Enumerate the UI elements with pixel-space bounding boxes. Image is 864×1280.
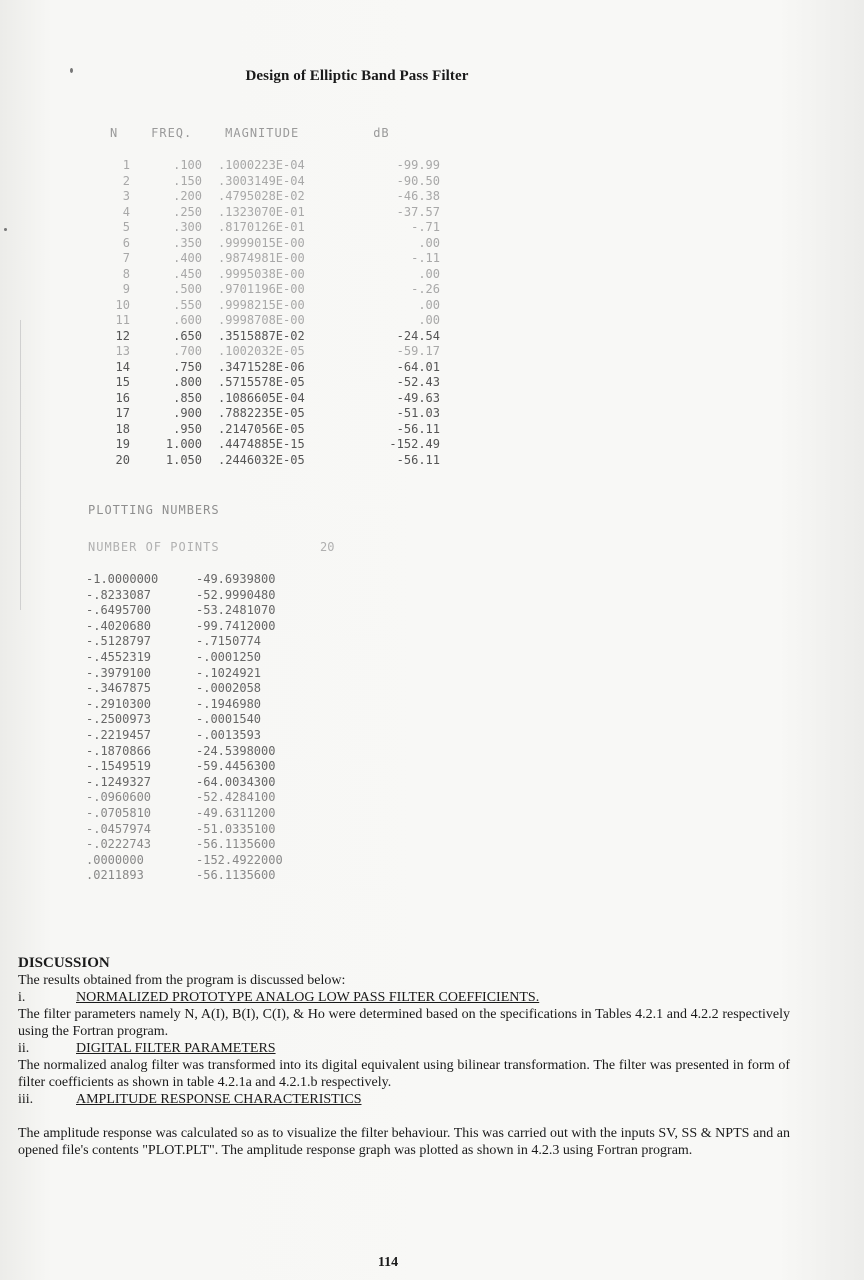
plot-value-x: -.0960600 xyxy=(86,790,152,805)
table-cell-n: 7 xyxy=(122,251,130,265)
section-title: NORMALIZED PROTOTYPE ANALOG LOW PASS FILTER COEFFICIENTS. xyxy=(76,990,540,1005)
plot-row xyxy=(86,603,326,618)
table-row xyxy=(90,205,450,220)
table-cell-d: -90.50 xyxy=(396,173,440,188)
plot-row xyxy=(86,744,326,759)
number-of-points-label: NUMBER OF POINTS xyxy=(88,540,220,554)
table-cell-m: .2147056E-05 xyxy=(218,421,305,436)
table-cell-d: -.11 xyxy=(411,251,440,265)
plot-row xyxy=(86,650,326,665)
table-cell-d: -152.49 xyxy=(389,437,440,451)
table-cell-n: 3 xyxy=(122,189,130,203)
table-cell-d: .00 xyxy=(418,266,440,281)
table-cell-n: 14 xyxy=(115,359,130,374)
plot-row xyxy=(86,822,326,837)
table-cell-n: 15 xyxy=(115,375,130,389)
table-cell-f: .800 xyxy=(173,375,202,389)
table-row xyxy=(90,189,450,204)
plot-value-x: -.2219457 xyxy=(86,728,152,742)
plot-value-x: -1.0000000 xyxy=(86,572,159,586)
plot-row xyxy=(86,806,326,821)
table-cell-f: .900 xyxy=(173,406,202,420)
table-cell-n: 9 xyxy=(122,282,130,296)
plot-value-x: -.3467875 xyxy=(86,681,152,696)
plot-value-x: -.0222743 xyxy=(86,837,152,852)
table-cell-m: .3003149E-04 xyxy=(218,173,305,188)
plot-value-y: -56.1135600 xyxy=(196,868,276,883)
section-heading xyxy=(18,989,790,1006)
plot-value-y: -.1946980 xyxy=(196,696,262,711)
plot-row xyxy=(86,619,326,634)
plot-value-y: -52.9990480 xyxy=(196,587,276,602)
discussion-section xyxy=(18,955,790,1159)
page-number: 114 xyxy=(377,1255,399,1270)
table-cell-n: 2 xyxy=(122,173,130,188)
table-cell-n: 10 xyxy=(115,297,130,312)
section-number: ii. xyxy=(18,1041,30,1056)
table-cell-d: -.26 xyxy=(411,282,440,296)
plot-value-x: -.4552319 xyxy=(86,650,152,664)
table-cell-f: .100 xyxy=(173,158,202,172)
plot-value-y: -.1024921 xyxy=(196,665,262,680)
table-row xyxy=(90,158,450,173)
table-cell-d: -37.57 xyxy=(396,204,440,219)
table-cell-f: .550 xyxy=(173,297,202,312)
table-cell-f: .950 xyxy=(173,421,202,436)
table-cell-n: 18 xyxy=(115,421,130,436)
table-cell-n: 8 xyxy=(122,266,130,281)
table-cell-n: 12 xyxy=(115,328,130,343)
plot-value-y: -59.4456300 xyxy=(196,759,276,774)
table-cell-m: .9874981E-00 xyxy=(218,251,305,265)
plot-value-x: .0211893 xyxy=(86,868,144,883)
plot-row xyxy=(86,712,326,727)
plot-value-x: -.6495700 xyxy=(86,603,152,618)
plot-value-y: -.7150774 xyxy=(196,634,262,649)
table-cell-f: .400 xyxy=(173,251,202,265)
table-cell-m: .3471528E-06 xyxy=(218,359,305,374)
table-row xyxy=(90,220,450,235)
table-row xyxy=(90,236,450,251)
table-cell-f: .850 xyxy=(173,390,202,405)
table-cell-m: .9701196E-00 xyxy=(218,282,305,296)
table-cell-f: .450 xyxy=(173,266,202,281)
table-row xyxy=(90,174,450,189)
plot-value-y: -.0013593 xyxy=(196,728,262,742)
table-cell-n: 11 xyxy=(115,313,130,327)
table-row xyxy=(90,344,450,359)
plot-row xyxy=(86,728,326,743)
section-paragraph: The filter parameters namely N, A(I), B(I), C(I), & Ho were determined based on the specifications in Tables 4.2.1 and 4.2.2 respectively using the Fortran program. xyxy=(18,1007,790,1039)
table-cell-f: .200 xyxy=(173,189,202,203)
table-cell-n: 6 xyxy=(122,235,130,250)
section-number: iii. xyxy=(18,1092,34,1107)
plot-row xyxy=(86,759,326,774)
plot-row xyxy=(86,681,326,696)
table-cell-m: .1323070E-01 xyxy=(218,204,305,219)
table-cell-d: -56.11 xyxy=(396,452,440,467)
plot-value-x: -.1870866 xyxy=(86,743,152,758)
plot-value-y: -49.6311200 xyxy=(196,806,276,820)
table-row xyxy=(90,406,450,421)
table-row xyxy=(90,375,450,390)
table-row xyxy=(90,329,450,344)
plot-row xyxy=(86,853,326,868)
table-cell-d: -46.38 xyxy=(396,189,440,203)
plot-value-y: -64.0034300 xyxy=(196,774,276,789)
table-cell-d: -52.43 xyxy=(396,375,440,389)
plot-value-x: -.5128797 xyxy=(86,634,152,649)
table-cell-m: .4795028E-02 xyxy=(218,189,305,203)
table-cell-f: 1.000 xyxy=(165,437,202,451)
plot-value-y: -.0002058 xyxy=(196,681,262,696)
table-header: N FREQ. MAGNITUDE dB xyxy=(110,126,390,140)
table-cell-d: .00 xyxy=(418,235,440,250)
table-row xyxy=(90,360,450,375)
plot-value-y: -52.4284100 xyxy=(196,790,276,805)
table-cell-d: -49.63 xyxy=(396,390,440,405)
table-cell-f: .650 xyxy=(173,328,202,343)
table-cell-m: .5715578E-05 xyxy=(218,375,305,389)
table-cell-d: -99.99 xyxy=(396,158,440,172)
plot-row xyxy=(86,666,326,681)
table-row xyxy=(90,282,450,297)
plot-value-y: -.0001250 xyxy=(196,650,262,664)
table-cell-f: .150 xyxy=(173,173,202,188)
table-cell-f: .350 xyxy=(173,235,202,250)
discussion-heading: DISCUSSION xyxy=(18,955,110,971)
table-row xyxy=(90,437,450,452)
table-cell-m: .9998215E-00 xyxy=(218,297,305,312)
section-title: DIGITAL FILTER PARAMETERS xyxy=(76,1041,276,1056)
table-cell-d: .00 xyxy=(418,313,440,327)
table-cell-m: .1000223E-04 xyxy=(218,158,305,172)
table-cell-m: .7882235E-05 xyxy=(218,406,305,420)
table-row xyxy=(90,453,450,468)
table-cell-m: .8170126E-01 xyxy=(218,220,305,234)
plot-value-y: -51.0335100 xyxy=(196,821,276,836)
table-cell-d: -.71 xyxy=(411,220,440,234)
table-cell-d: -56.11 xyxy=(396,421,440,436)
table-cell-d: -64.01 xyxy=(396,359,440,374)
plot-value-y: -53.2481070 xyxy=(196,603,276,618)
section-title: AMPLITUDE RESPONSE CHARACTERISTICS xyxy=(76,1092,362,1107)
section-paragraph: The normalized analog filter was transformed into its digital equivalent using bilinear transformation. The filter was presented in form of filter coefficients as shown in table 4.2.1a and 4.2.1.b respectively. xyxy=(18,1058,790,1090)
table-row xyxy=(90,298,450,313)
table-cell-n: 4 xyxy=(122,204,130,219)
section-number: i. xyxy=(18,990,26,1005)
table-cell-n: 19 xyxy=(115,437,130,451)
table-cell-d: -51.03 xyxy=(396,406,440,420)
table-cell-d: -24.54 xyxy=(396,328,440,343)
section-heading xyxy=(18,1040,790,1057)
plot-value-x: -.2910300 xyxy=(86,696,152,711)
plot-value-x: .0000000 xyxy=(86,852,144,867)
plot-value-x: -.0457974 xyxy=(86,821,152,836)
table-cell-m: .9998708E-00 xyxy=(218,313,305,327)
table-cell-m: .9999015E-00 xyxy=(218,235,305,250)
table-row xyxy=(90,422,450,437)
table-cell-d: .00 xyxy=(418,297,440,312)
section-heading xyxy=(18,1091,790,1108)
plot-row xyxy=(86,697,326,712)
plot-row xyxy=(86,634,326,649)
plot-value-x: -.3979100 xyxy=(86,665,152,680)
table-cell-f: .700 xyxy=(173,344,202,358)
plot-value-y: -56.1135600 xyxy=(196,837,276,852)
table-cell-m: .1086605E-04 xyxy=(218,390,305,405)
table-cell-f: .300 xyxy=(173,220,202,234)
plot-value-y: -24.5398000 xyxy=(196,743,276,758)
table-cell-f: .250 xyxy=(173,204,202,219)
table-row xyxy=(90,391,450,406)
plot-row xyxy=(86,572,326,587)
table-cell-m: .9995038E-00 xyxy=(218,266,305,281)
table-cell-m: .3515887E-02 xyxy=(218,328,305,343)
plot-row xyxy=(86,790,326,805)
number-of-points-value: 20 xyxy=(320,540,335,554)
plot-value-x: -.2500973 xyxy=(86,712,152,727)
page-title: Design of Elliptic Band Pass Filter xyxy=(245,68,469,84)
table-cell-f: .600 xyxy=(173,313,202,327)
plot-value-x: -.4020680 xyxy=(86,618,152,633)
plot-value-x: -.0705810 xyxy=(86,806,152,820)
plot-row xyxy=(86,868,326,883)
plot-value-y: -49.6939800 xyxy=(196,572,276,586)
plotting-title: PLOTTING NUMBERS xyxy=(88,503,220,517)
section-paragraph: The amplitude response was calculated so as to visualize the filter behaviour. This was carried out with the inputs SV, SS & NPTS and an opened file's contents "PLOT.PLT". The amplitude response graph was plotted as shown in 4.2.3 using Fortran program. xyxy=(18,1126,790,1158)
plot-row xyxy=(86,588,326,603)
table-cell-n: 13 xyxy=(115,344,130,358)
table-cell-m: .4474885E-15 xyxy=(218,437,305,451)
table-cell-f: 1.050 xyxy=(165,452,202,467)
table-cell-n: 17 xyxy=(115,406,130,420)
speck-mark xyxy=(4,228,7,231)
table-cell-m: .1002032E-05 xyxy=(218,344,305,358)
table-cell-n: 5 xyxy=(122,220,130,234)
plot-value-x: -.1549519 xyxy=(86,759,152,774)
plot-value-x: -.1249327 xyxy=(86,774,152,789)
table-cell-f: .750 xyxy=(173,359,202,374)
margin-line xyxy=(20,320,21,610)
table-cell-d: -59.17 xyxy=(396,344,440,358)
plot-value-y: -152.4922000 xyxy=(196,852,283,867)
table-cell-n: 16 xyxy=(115,390,130,405)
discussion-intro: The results obtained from the program is discussed below: xyxy=(18,973,346,988)
table-cell-n: 20 xyxy=(115,452,130,467)
table-cell-f: .500 xyxy=(173,282,202,296)
table-row xyxy=(90,313,450,328)
table-row xyxy=(90,251,450,266)
plot-value-x: -.8233087 xyxy=(86,587,152,602)
plot-row xyxy=(86,837,326,852)
table-cell-n: 1 xyxy=(122,158,130,172)
plot-row xyxy=(86,775,326,790)
table-cell-m: .2446032E-05 xyxy=(218,452,305,467)
plot-value-y: -99.7412000 xyxy=(196,618,276,633)
table-row xyxy=(90,267,450,282)
plot-value-y: -.0001540 xyxy=(196,712,262,727)
